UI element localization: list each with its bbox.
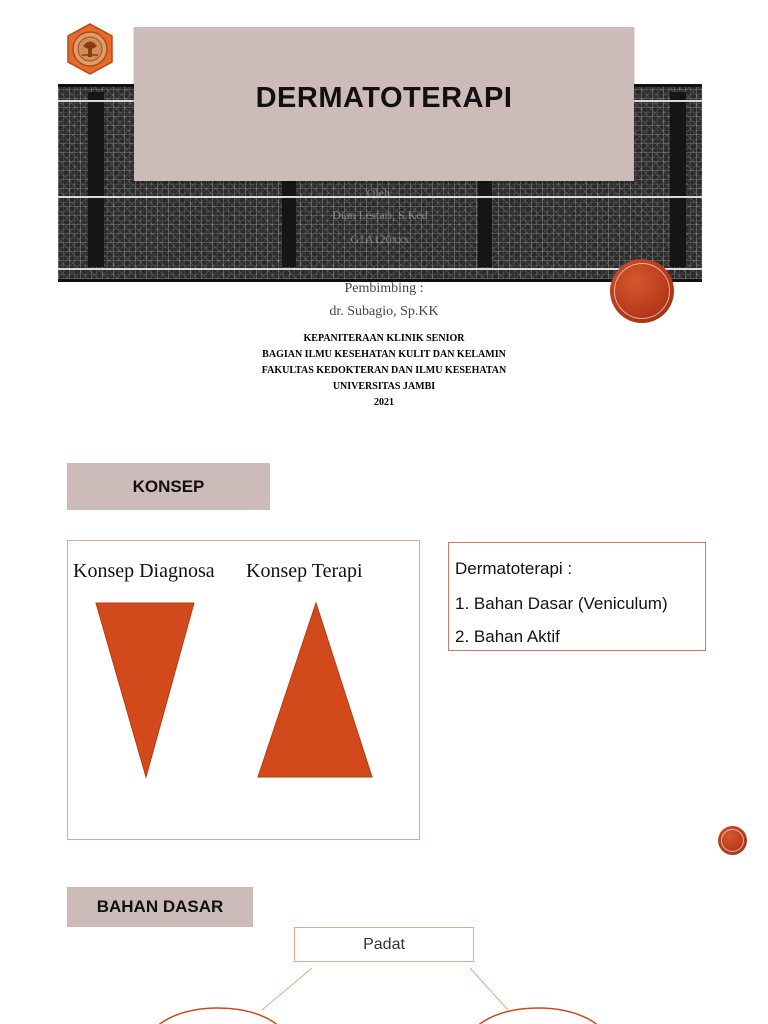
list-title: Dermatoterapi : <box>455 559 573 578</box>
child-node-right <box>468 1008 608 1024</box>
section-title-bahan-dasar <box>67 887 253 927</box>
supervisor-label: Pembimbing : <box>344 281 424 296</box>
label-konsep-diagnosa: Konsep Diagnosa <box>73 560 215 582</box>
institution-line: FAKULTAS KEDOKTERAN DAN ILMU KESEHATAN <box>261 365 507 376</box>
section-title-text: KONSEP <box>132 476 205 496</box>
dermatoterapi-list-frame <box>448 542 706 651</box>
label-konsep-terapi: Konsep Terapi <box>246 560 363 582</box>
decorative-circle-icon <box>610 259 674 323</box>
author-line: G1A120xxx <box>350 232 410 246</box>
university-emblem-icon <box>63 22 117 76</box>
title-box <box>134 27 634 181</box>
child-node-left <box>148 1008 288 1024</box>
institution-line: BAGIAN ILMU KESEHATAN KULIT DAN KELAMIN <box>262 349 506 360</box>
supervisor-name: dr. Subagio, Sp.KK <box>329 304 439 319</box>
list-item: 1. Bahan Dasar (Veniculum) <box>455 594 668 613</box>
bahan-dasar-diagram-connectors <box>0 960 768 1024</box>
banner-stripe <box>88 92 104 267</box>
node-label: Padat <box>363 935 405 953</box>
inverted-triangle-diagnosa <box>96 603 194 777</box>
institution-line: UNIVERSITAS JAMBI <box>332 381 436 392</box>
author-line: Dian Lestari, S.Ked <box>332 208 428 222</box>
concept-diagram-frame <box>67 540 420 840</box>
author-line: Oleh: <box>366 186 394 200</box>
upright-triangle-terapi <box>258 603 372 777</box>
diagram-root-node <box>294 927 474 962</box>
title-slide <box>0 0 768 430</box>
list-item: 2. Bahan Aktif <box>455 627 560 646</box>
connector-left <box>262 968 312 1010</box>
concept-triangles <box>68 541 419 839</box>
section-title-text: BAHAN DASAR <box>96 897 224 916</box>
banner-stripe <box>670 92 686 267</box>
institution-line: KEPANITERAAN KLINIK SENIOR <box>303 333 465 344</box>
connector-right <box>470 968 508 1010</box>
decorative-circle-icon <box>718 826 747 855</box>
institution-year: 2021 <box>374 397 394 408</box>
banner-line <box>58 268 702 270</box>
slide-title: DERMATOTERAPI <box>255 81 513 114</box>
section-title-konsep <box>67 463 270 510</box>
